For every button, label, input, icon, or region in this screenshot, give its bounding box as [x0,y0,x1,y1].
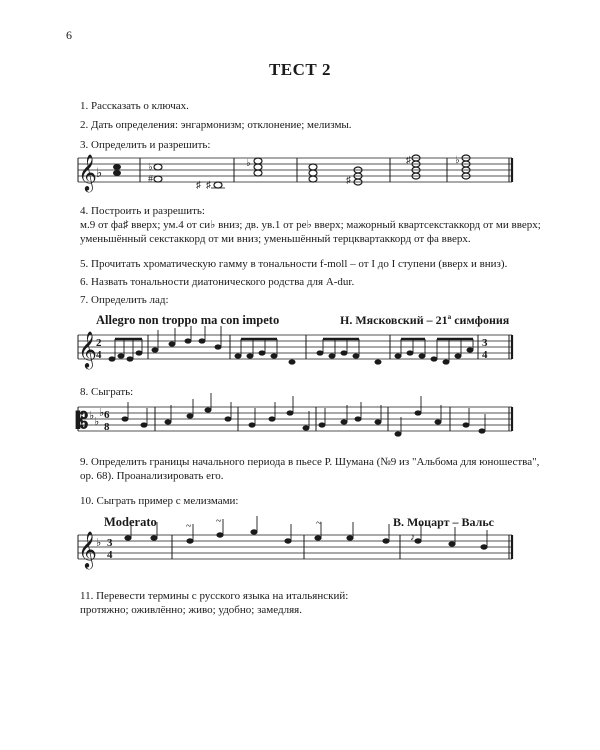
ornament-icon: ~ [316,518,322,529]
question-4-title: 4. Построить и разрешить: [80,205,205,217]
question-10: 10. Сыграть пример с мелизмами: [80,495,239,507]
page-title: ТЕСТ 2 [268,60,332,79]
flat-icon: ♭ [94,416,100,428]
question-7: 7. Определить лад: [80,294,169,306]
time-sig-bottom: 4 [96,349,102,361]
time-sig-top: 2 [96,337,102,349]
flat-icon: ♭ [99,407,105,419]
staff-example-8 [75,393,512,437]
question-9-line-1: 9. Определить границы начального периода в пьесе Р. Шумана (№9 из "Альбома для юношества", [80,456,540,468]
question-3: 3. Определить и разрешить: [80,139,211,151]
staff-example-10 [78,516,512,569]
svg-text:♯: ♯ [196,180,201,191]
time-sig-bottom: 4 [107,549,113,561]
treble-clef-icon: 𝄞 [78,154,97,190]
alto-clef-icon: 𝄡 [76,408,89,433]
time-sig-end-top: 3 [482,337,488,349]
ornament-icon: ~ [186,521,192,532]
question-6: 6. Назвать тональности диатонического родства для A-dur. [80,276,355,288]
example-7-composer: Н. Мясковский – 21ª симфония [340,313,510,327]
flat-icon: ♭ [89,410,95,422]
question-8: 8. Сыграть: [80,386,134,398]
time-sig-bottom: 8 [104,421,110,433]
ornament-icon: ~ [216,516,222,527]
flat-icon: ♭ [96,165,103,180]
treble-clef-icon: 𝄞 [78,331,97,367]
treble-clef-icon: 𝄞 [78,531,97,567]
time-sig-end-bottom: 4 [482,349,488,361]
svg-text:♭: ♭ [455,155,460,166]
question-5: 5. Прочитать хроматическую гамму в тональности f-moll – от I до I ступени (вверх и вниз). [80,258,508,270]
svg-text:♯: ♯ [346,175,351,186]
svg-text:♭: ♭ [246,158,251,169]
grace-note-icon: ♪ [410,532,415,543]
question-9-line-2: ор. 68). Проанализировать его. [80,470,224,482]
example-10-composer: В. Моцарт – Вальс [393,515,495,529]
question-4-line-1: м.9 от фа♯ вверх; ум.4 от си♭ вниз; дв. ув.1 от ре♭ вверх; мажорный квартсекстаккорд от ми вверх; [80,219,541,231]
question-11-line-2: протяжно; оживлённо; живо; удобно; замедляя. [80,604,302,616]
staff-question-3 [78,154,512,192]
staff-example-7 [78,326,512,369]
time-sig-top: 3 [107,537,113,549]
page-number: 6 [66,28,72,42]
svg-text:♭: ♭ [148,162,153,173]
example-10-tempo: Moderato [104,515,157,529]
question-2: 2. Дать определения: энгармонизм; отклонение; мелизмы. [80,119,352,131]
question-1: 1. Рассказать о ключах. [80,100,189,112]
question-11-line-1: 11. Перевести термины с русского языка на итальянский: [80,590,349,602]
question-4-line-2: уменьшённый секстаккорд от ми вниз; уменьшённый терцквартаккорд от фа вверх. [80,233,471,245]
svg-text:#: # [148,174,153,185]
svg-text:♯: ♯ [206,180,211,191]
svg-text:♯: ♯ [406,155,411,166]
time-sig-top: 6 [104,409,110,421]
example-7-tempo: Allegro non troppo ma con impeto [96,313,280,327]
flat-icon: ♭ [96,537,102,549]
